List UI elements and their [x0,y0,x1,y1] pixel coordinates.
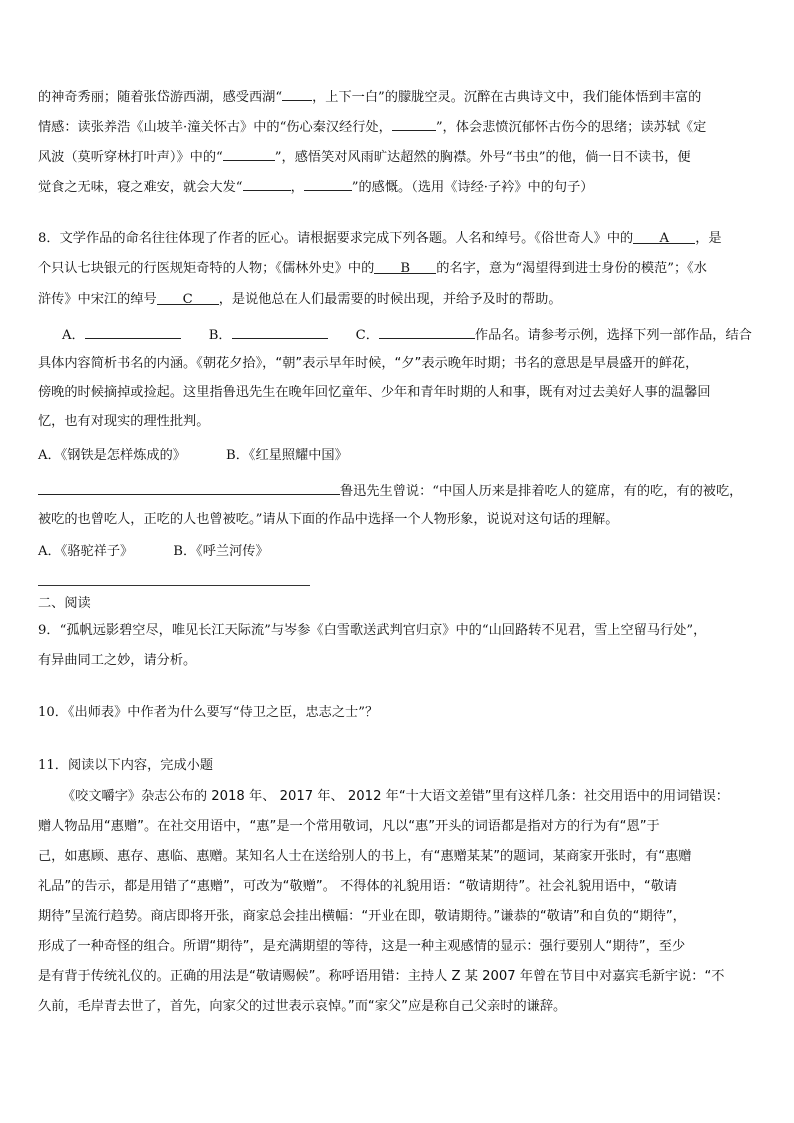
answer-line: A． B． C． 作品名。请参考示例，选择下列一部作品，结合 [62,324,752,346]
answer-blank[interactable] [304,176,352,191]
answer-blank[interactable] [282,86,312,101]
option-b[interactable]: B．《呼兰河传》 [173,544,269,559]
question-8-line: 个只认七块银元的行医规矩奇特的人物；《儒林外史》中的 B 的名字，意为“渴望得到进士身份的模范”；《水 [38,261,707,276]
text-line: 久前，毛岸青去世了，首先，向家父的过世表示哀悼。”而“家父”应是称自己父亲时的谦辞。 [38,999,567,1014]
option-b[interactable]: B．《红星照耀中国》 [226,448,348,463]
text-line: 《咬文嚼字》杂志公布的 2018 年、 2017 年、 2012 年“十大语文差错”里有这样几条：社交用语中的用词错误： [62,789,729,804]
question-10: 10．《出师表》中作者为什么要写“侍卫之臣，忠志之士”？ [38,705,379,720]
text-line: 具体内容简析书名的内涵。《朝花夕拾》，“朝”表示早年时候，“夕”表示晚年时期；书名的意思是早晨盛开的鲜花， [38,356,699,371]
text-line: 形成了一种奇怪的组合。所谓“期待”，是充满期望的等待，这是一种主观感情的显示：强行要别人“期待”，至少 [38,939,686,954]
text-line: 的神奇秀丽；随着张岱游西湖，感受西湖“ ，上下一白”的朦胧空灵。沉醉在古典诗文中，我们能体悟到丰富的 [38,86,701,108]
option-line [38,446,348,466]
answer-blank-c[interactable]: C [157,290,219,305]
answer-blank[interactable] [223,146,275,161]
text-line: 被吃的也曾吃人，正吃的人也曾被吃。”请从下面的作品中选择一个人物形象，说说对这句话的理解。 [38,512,619,527]
answer-blank[interactable] [392,116,436,131]
question-8-line: 8．文学作品的命名往往体现了作者的匠心。请根据要求完成下列各题。人名和绰号。《俗世奇人》中的 A ，是 [38,231,722,246]
answer-field-b[interactable] [232,324,328,339]
text-line: 鲁迅先生曾说：“中国人历来是排着吃人的筵席，有的吃，有的被吃， [38,480,742,502]
question-9-line: 有异曲同工之妙，请分析。 [38,653,197,668]
option-line [38,542,269,562]
text-line: 期待”呈流行趋势。商店即将开张，商家总会挂出横幅：“开业在即，敬请期待。”谦恭的“敬请”和自负的“期待”， [38,909,686,924]
text-line: 情感：读张养浩《山坡羊·潼关怀古》中的“伤心秦汉经行处， ”，体会悲愤沉郁怀古伤今的思绪；读苏轼《定 [38,116,706,138]
section-heading: 二、阅读 [38,596,91,611]
answer-blank-a[interactable]: A [633,229,695,244]
answer-blank[interactable] [243,176,291,191]
answer-rule[interactable] [38,585,310,586]
text-line: 礼品”的告示，都是用错了“惠赠”，可改为“敬赠”。 不得体的礼貌用语：“敬请期待”。社会礼貌用语中，“敬请 [38,879,678,894]
text-line: 觉食之无味，寝之难安，就会大发“ ， ”的感慨。（选用《诗经·子衿》中的句子） [38,176,593,198]
question-9-line: 9．“孤帆远影碧空尽，唯见长江天际流”与岑参《白雪歌送武判官归京》中的“山回路转不见君，雪上空留马行处”， [38,623,707,638]
answer-blank-b[interactable]: B [374,259,436,274]
answer-field-c[interactable] [379,324,475,339]
option-a[interactable]: A．《骆驼祥子》 [38,544,134,559]
text-line: 己，如惠顾、惠存、惠临、惠赠。某知名人士在送给别人的书上，有“惠赠某某”的题词，某商家开张时，有“惠赠 [38,849,692,864]
text-line: 是有背于传统礼仪的。正确的用法是“敬请赐候”。称呼语用错：主持人 Z 某 2007 年曾在节目中对嘉宾毛新宇说：“不 [38,969,725,984]
answer-field-a[interactable] [85,324,181,339]
text-line: 赠人物品用“惠赠”。在社交用语中，“惠”是一个常用敬词，凡以“惠”开头的词语都是指对方的行为有“恩”于 [38,819,660,834]
text-line: 傍晚的时候摘掉或捡起。这里指鲁迅先生在晚年回忆童年、少年和青年时期的人和事，既有对过去美好人事的温馨回 [38,385,711,400]
question-11-title: 11．阅读以下内容，完成小题 [38,758,214,773]
question-8-line: 浒传》中宋江的绰号 C ，是说他总在人们最需要的时候出现，并给予及时的帮助。 [38,292,562,307]
answer-field[interactable] [38,480,340,495]
text-line: 风波（莫听穿林打叶声）》中的“ ”，感悟笑对风雨旷达超然的胸襟。外号“书虫”的他，倘一日不读书，便 [38,146,691,168]
text-line: 忆，也有对现实的理性批判。 [38,414,210,429]
option-a[interactable]: A．《钢铁是怎样炼成的》 [38,448,186,463]
